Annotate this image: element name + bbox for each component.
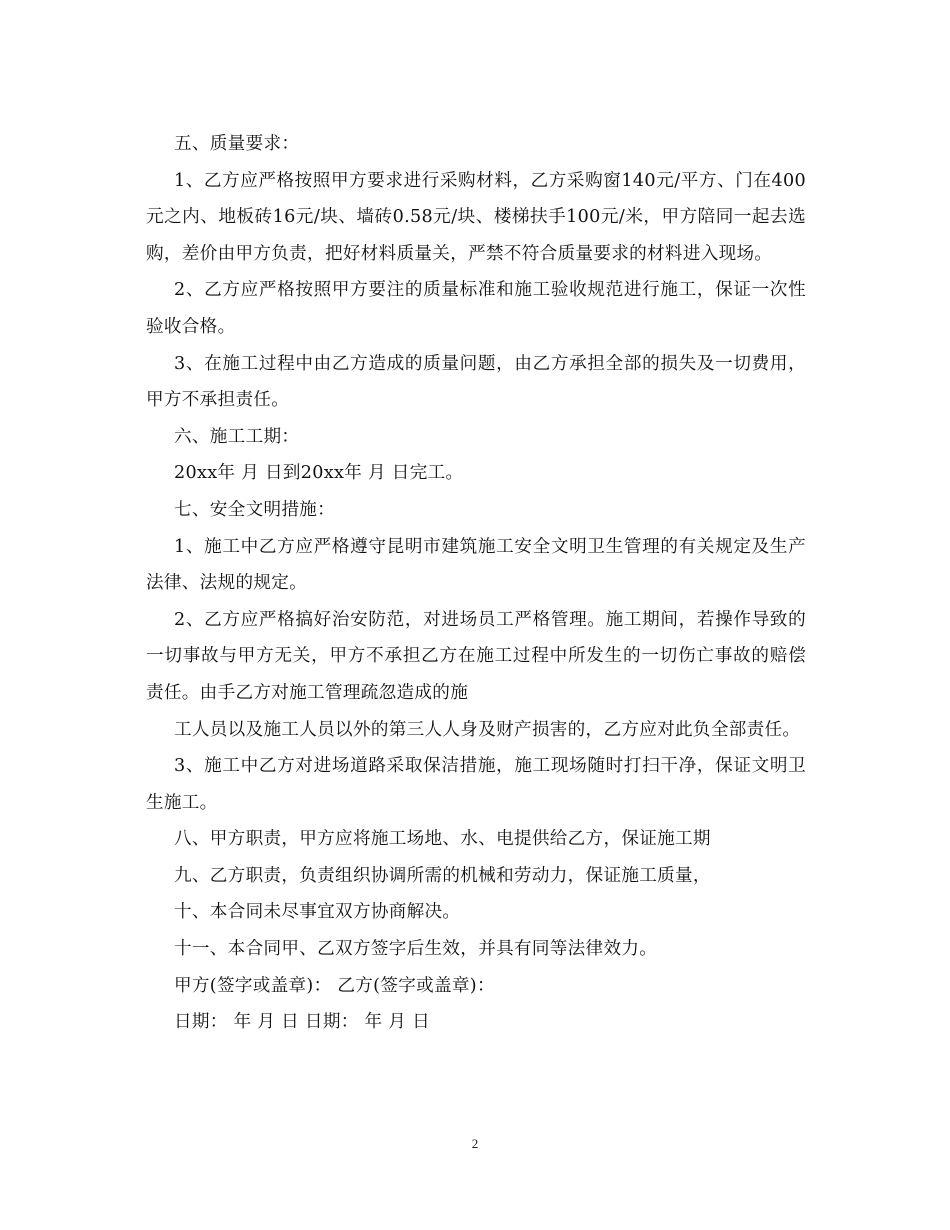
quality-clause-2: 2、乙方应严格按照甲方要注的质量标准和施工验收规范进行施工，保证一次性验收合格。 bbox=[146, 280, 806, 337]
effectiveness-clause: 十一、本合同甲、乙双方签字后生效，并具有同等法律效力。 bbox=[174, 939, 658, 960]
safety-clause-1: 1、施工中乙方应严格遵守昆明市建筑施工安全文明卫生管理的有关规定及生产法律、法规的规定。 bbox=[146, 536, 806, 594]
signature-line: 甲方(签字或盖章)： 乙方(签字或盖章)： bbox=[174, 975, 495, 996]
section-heading-schedule: 六、施工工期： bbox=[174, 426, 300, 447]
section-heading-safety: 七、安全文明措施： bbox=[174, 499, 336, 520]
schedule-clause: 20xx年 月 日到20xx年 月 日完工。 bbox=[174, 463, 464, 484]
quality-clause-3: 3、在施工过程中由乙方造成的质量问题，由乙方承担全部的损失及一切费用，甲方不承担责任。 bbox=[146, 353, 806, 411]
page-number: 2 bbox=[471, 1136, 479, 1151]
section-heading-quality: 五、质量要求： bbox=[174, 134, 300, 154]
unresolved-matters-clause: 十、本合同未尽事宜双方协商解决。 bbox=[174, 902, 461, 923]
quality-clause-1: 1、乙方应严格按照甲方要求进行采购材料，乙方采购窗140元/平方、门在400元之内、地板砖16元/块、墙砖0.58元/块、楼梯扶手100元/米，甲方陪同一起去选购，差价由甲方负责，把好材料质量关，严禁不符合质量要求的材料进入现场。 bbox=[146, 170, 806, 264]
party-b-duties: 九、乙方职责，负责组织协调所需的机械和劳动力，保证施工质量， bbox=[174, 865, 711, 886]
document-body bbox=[146, 126, 806, 1041]
safety-clause-3: 3、施工中乙方对进场道路采取保洁措施，施工现场随时打扫干净，保证文明卫生施工。 bbox=[146, 756, 806, 813]
party-a-duties: 八、甲方职责，甲方应将施工场地、水、电提供给乙方，保证施工期 bbox=[174, 829, 711, 850]
safety-clause-2-continued: 工人员以及施工人员以外的第三人人身及财产损害的，乙方应对此负全部责任。 bbox=[174, 719, 801, 740]
date-line: 日期： 年 月 日 日期： 年 月 日 bbox=[174, 1012, 430, 1033]
safety-clause-2: 2、乙方应严格搞好治安防范，对进场员工严格管理。施工期间，若操作导致的一切事故与甲方无关，甲方不承担乙方在施工过程中所发生的一切伤亡事故的赔偿责任。由手乙方对施工管理疏忽造成的施 bbox=[146, 609, 806, 703]
